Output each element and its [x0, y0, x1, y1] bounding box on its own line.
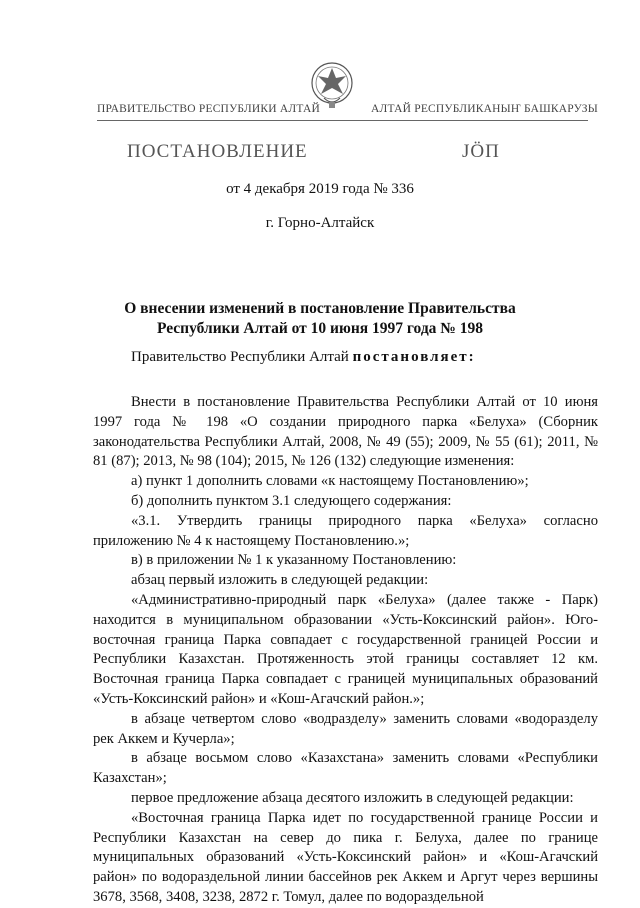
body-paragraph: «Административно-природный парк «Белуха» (далее также - Парк) находится в муниципальном образовании «Усть-Коксинский район». Юго-восточная граница Парка совпадает с государственной границей России и Республики Казахстан. Протяженность этой границы составляет 12 км. Восточная граница Парка совпадает с границей муниципальных образований «Усть-Коксинский район» и «Кош-Агачский район.»;: [93, 591, 598, 707]
doc-type-altai: ЈӦП: [462, 141, 500, 162]
government-name-russian: ПРАВИТЕЛЬСТВО РЕСПУБЛИКИ АЛТАЙ: [97, 103, 321, 115]
enacting-clause-text: Правительство Республики Алтай: [131, 349, 353, 365]
enacting-clause: [131, 349, 476, 366]
body-paragraph: «3.1. Утвердить границы природного парка «Белуха» согласно приложению № 4 к настоящему Постановлению.»;: [93, 512, 598, 549]
body-paragraph: в абзаце восьмом слово «Казахстана» заменить словами «Республики Казахстан»;: [93, 750, 598, 787]
document-date-number: от 4 декабря 2019 года № 336: [226, 181, 414, 197]
header-divider: [97, 120, 588, 121]
body-paragraph: в) в приложении № 1 к указанному Постановлению:: [131, 552, 457, 569]
document-title: [0, 299, 640, 339]
document-body: [93, 393, 598, 908]
government-name-altai: АЛТАЙ РЕСПУБЛИКАНЫҤ БАШКАРУЗЫ: [371, 103, 598, 115]
body-paragraph: первое предложение абзаца десятого изложить в следующей редакции:: [131, 789, 574, 806]
body-paragraph: Внести в постановление Правительства Республики Алтай от 10 июня 1997 года № 198 «О создании природного парка «Белуха» (Сборник законодательства Республики Алтай, 2008, № 49 (55); 2009, № 55 (61); 2011, № 81 (87); 2013, № 98 (104); 2015, № 126 (132) следующие изменения:: [93, 394, 598, 470]
body-paragraph: в абзаце четвертом слово «водразделу» заменить словами «водоразделу рек Аккем и Кучерла»;: [93, 710, 598, 747]
body-paragraph: б) дополнить пунктом 3.1 следующего содержания:: [131, 492, 452, 509]
title-line-1: О внесении изменений в постановление Правительства: [124, 300, 516, 317]
enacting-clause-emphasis: постановляет:: [352, 349, 476, 365]
title-line-2: Республики Алтай от 10 июня 1997 года № 198: [156, 320, 484, 337]
body-paragraph: а) пункт 1 дополнить словами «к настоящему Постановлению»;: [131, 473, 529, 490]
body-paragraph: «Восточная граница Парка идет по государственной границе России и Республики Казахстан на север до пика г. Белуха, далее по границе муниципальных образований «Усть-Коксинский район» и «Кош-Агачский район» по водораздельной линии бассейнов рек Аккем и Аргут через вершины 3678, 3568, 3408, 3238, 2872 г. Томул, далее по водораздельной: [93, 809, 598, 905]
doc-type-russian: ПОСТАНОВЛЕНИЕ: [127, 141, 308, 162]
document-city: г. Горно-Алтайск: [265, 215, 375, 231]
body-paragraph: абзац первый изложить в следующей редакции:: [131, 572, 429, 589]
